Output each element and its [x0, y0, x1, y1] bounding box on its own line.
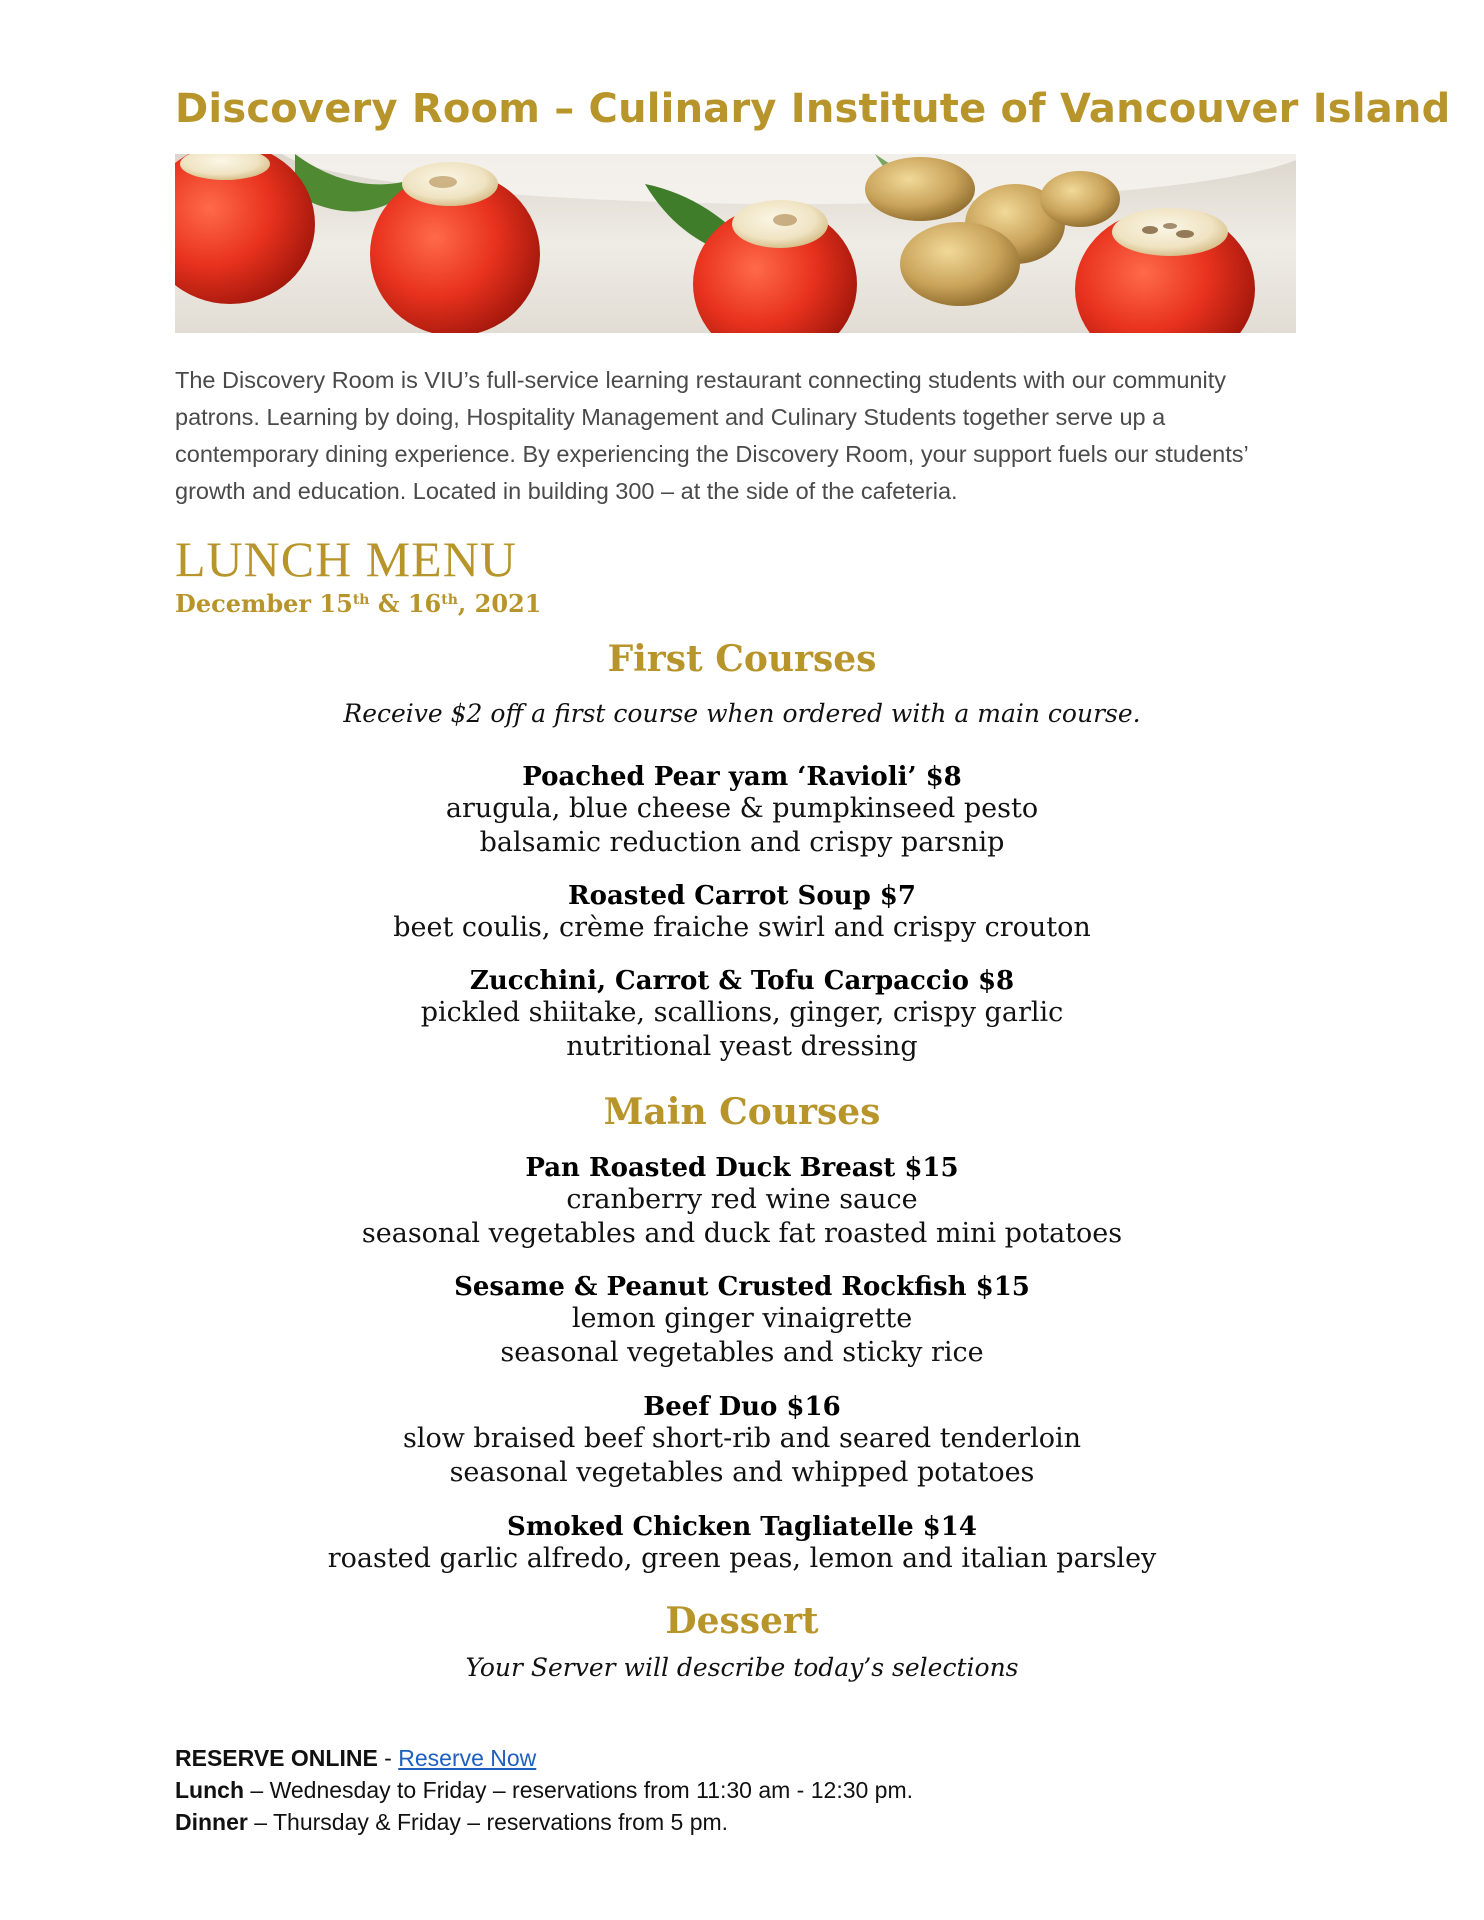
menu-item-name: Zucchini, Carrot & Tofu Carpaccio $8	[469, 966, 1015, 996]
menu-item	[150, 1392, 1334, 1490]
intro-line: patrons. Learning by doing, Hospitality Management and Culinary Students together serve up a	[175, 404, 1166, 430]
dinner-hours-line	[175, 1806, 1275, 1838]
lunch-hours-line	[175, 1774, 1275, 1806]
date-suffix: th	[441, 592, 458, 608]
menu-item	[150, 966, 1334, 1064]
dinner-hours-text: – Thursday & Friday – reservations from 5 pm.	[247, 1809, 729, 1835]
menu-item-desc: lemon ginger vinaigrette	[571, 1303, 913, 1334]
menu-item-desc: balsamic reduction and crispy parsnip	[479, 827, 1005, 858]
intro-paragraph	[175, 362, 1320, 510]
dessert-heading: Dessert	[665, 1600, 819, 1642]
intro-line: contemporary dining experience. By experiencing the Discovery Room, your support fuels our students’	[175, 441, 1249, 467]
first-courses-heading: First Courses	[607, 638, 877, 680]
date-part: & 16	[369, 589, 442, 618]
dinner-label: Dinner	[175, 1809, 248, 1835]
first-courses-heading-wrap	[150, 638, 1334, 680]
first-courses-note-wrap	[150, 699, 1334, 728]
menu-item	[150, 762, 1334, 860]
menu-item	[150, 1153, 1334, 1251]
menu-item-desc: seasonal vegetables and whipped potatoes	[449, 1457, 1035, 1488]
menu-item-desc: beet coulis, crème fraiche swirl and crispy crouton	[393, 912, 1091, 943]
menu-item-name: Beef Duo $16	[643, 1392, 841, 1422]
menu-title: LUNCH MENU	[175, 531, 517, 587]
menu-item-name: Roasted Carrot Soup $7	[568, 881, 916, 911]
menu-item-desc: seasonal vegetables and sticky rice	[500, 1337, 984, 1368]
reserve-separator: -	[377, 1745, 399, 1771]
menu-item-desc: nutritional yeast dressing	[566, 1031, 918, 1062]
page-title: Discovery Room – Culinary Institute of Vancouver Island	[175, 86, 1451, 132]
menu-item	[150, 881, 1334, 945]
reserve-now-link[interactable]: Reserve Now	[398, 1745, 537, 1771]
menu-date	[175, 589, 541, 618]
date-part: , 2021	[457, 589, 542, 618]
reservation-info	[175, 1742, 1275, 1838]
date-suffix: th	[352, 592, 370, 608]
dessert-note-wrap	[150, 1653, 1334, 1682]
intro-line: The Discovery Room is VIU’s full-service learning restaurant connecting students with our community	[175, 367, 1226, 393]
reserve-online-label: RESERVE ONLINE	[175, 1745, 378, 1771]
menu-item-desc: slow braised beef short-rib and seared tenderloin	[402, 1423, 1081, 1454]
menu-item	[150, 1272, 1334, 1370]
menu-item-desc: arugula, blue cheese & pumpkinseed pesto	[445, 793, 1039, 824]
main-courses-heading: Main Courses	[603, 1091, 881, 1133]
menu-item-desc: pickled shiitake, scallions, ginger, crispy garlic	[420, 997, 1064, 1028]
menu-item-desc: roasted garlic alfredo, green peas, lemon and italian parsley	[327, 1543, 1157, 1574]
reserve-online-line	[175, 1742, 1275, 1774]
dessert-heading-wrap	[150, 1600, 1334, 1642]
menu-item-name: Poached Pear yam ‘Ravioli’ $8	[522, 762, 962, 792]
main-courses-heading-wrap	[150, 1091, 1334, 1133]
lunch-hours-text: – Wednesday to Friday – reservations from 11:30 am - 12:30 pm.	[244, 1777, 914, 1803]
intro-line: growth and education. Located in building 300 – at the side of the cafeteria.	[175, 478, 958, 504]
menu-item-name: Pan Roasted Duck Breast $15	[525, 1153, 959, 1183]
tomato-appetizer-photo	[175, 154, 1296, 333]
menu-item-desc: seasonal vegetables and duck fat roasted mini potatoes	[361, 1218, 1123, 1249]
menu-item-name: Smoked Chicken Tagliatelle $14	[507, 1512, 977, 1542]
lunch-label: Lunch	[175, 1777, 244, 1803]
menu-item-name: Sesame & Peanut Crusted Rockfish $15	[454, 1272, 1030, 1302]
first-courses-note: Receive $2 off a first course when ordered with a main course.	[343, 699, 1141, 728]
dessert-note: Your Server will describe today’s selections	[465, 1653, 1019, 1682]
menu-item-desc: cranberry red wine sauce	[566, 1184, 918, 1215]
date-part: December 15	[175, 589, 353, 618]
menu-item	[150, 1512, 1334, 1576]
